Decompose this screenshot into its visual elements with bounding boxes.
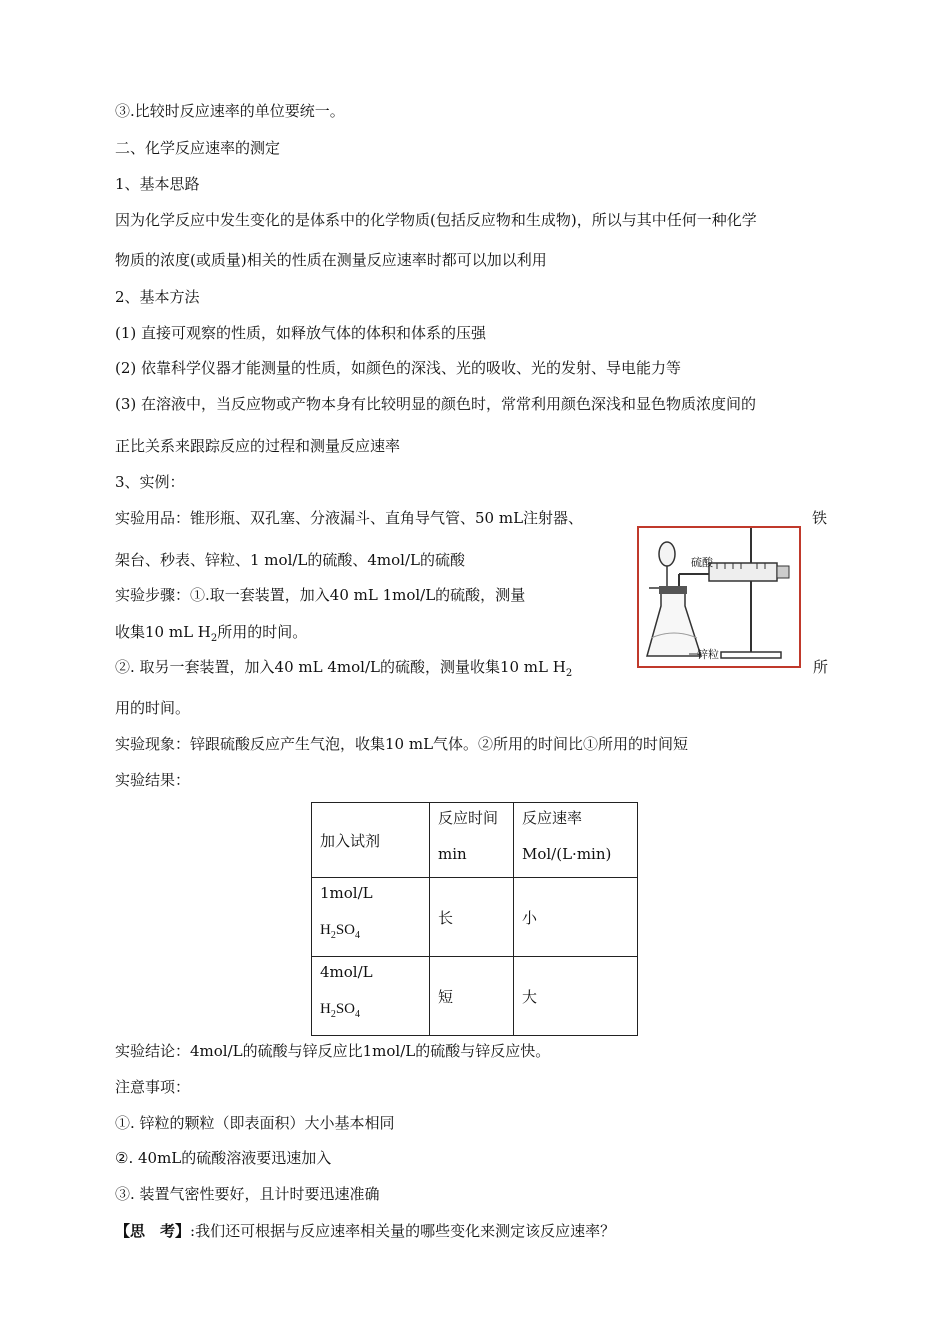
apparatus-figure	[637, 526, 801, 668]
text-line: 正比关系来跟踪反应的过程和测量反应速率	[115, 437, 401, 455]
table-cell: 1mol/L $H_2SO_4$	[312, 878, 430, 957]
text-line: 收集10 mL $H_2$所用的时间。	[115, 623, 308, 644]
subheading: 2、基本方法	[115, 288, 200, 306]
table-header-cell: 反应速率 Mol/(L·min)	[514, 803, 638, 878]
text-line: ②. 取另一套装置，加入40 mL 4mol/L的硫酸，测量收集10 mL $H_2$	[115, 658, 573, 679]
subheading: 1、基本思路	[115, 175, 200, 193]
text-line: 架台、秒表、锌粒、1 mol/L的硫酸、4mol/L的硫酸	[115, 551, 465, 569]
subheading: 3、实例：	[115, 473, 185, 491]
table-row	[312, 957, 638, 1036]
text-line: 铁	[812, 509, 828, 527]
table-cell: 4mol/L $H_2SO_4$	[312, 957, 430, 1036]
text-line: 实验结论：4mol/L的硫酸与锌反应比1mol/L的硫酸与锌反应快。	[115, 1042, 551, 1060]
table-cell: 大	[514, 957, 638, 1036]
list-item: ①. 锌粒的颗粒（即表面积）大小基本相同	[115, 1114, 395, 1132]
text-line: 物质的浓度(或质量)相关的性质在测量反应速率时都可以加以利用	[115, 251, 547, 269]
acid-label: 硫酸	[691, 556, 713, 569]
list-item: (1) 直接可观察的性质，如释放气体的体积和体系的压强	[115, 324, 487, 342]
table-row	[312, 878, 638, 957]
text-line: 因为化学反应中发生变化的是体系中的化学物质(包括反应物和生成物)，所以与其中任何一种化学	[115, 211, 757, 229]
list-item: (2) 依靠科学仪器才能测量的性质，如颜色的深浅、光的吸收、光的发射、导电能力等	[115, 359, 682, 377]
list-item: (3) 在溶液中，当反应物或产物本身有比较明显的颜色时，常常利用颜色深浅和显色物质浓度间的	[115, 395, 757, 413]
table-header-cell: 反应时间 min	[430, 803, 514, 878]
text-line: 实验结果：	[115, 771, 191, 789]
list-item: ③. 装置气密性要好，且计时要迅速准确	[115, 1185, 380, 1203]
results-table	[311, 802, 638, 1036]
text-line: 实验用品：锥形瓶、双孔塞、分液漏斗、直角导气管、50 mL注射器、	[115, 509, 584, 527]
think-question: 【思 考】:我们还可根据与反应速率相关量的哪些变化来测定该反应速率？	[115, 1222, 616, 1240]
subheading: 注意事项：	[115, 1078, 191, 1096]
list-item: ②. 40mL的硫酸溶液要迅速加入	[115, 1149, 332, 1167]
table-cell: 短	[430, 957, 514, 1036]
section-heading: 二、化学反应速率的测定	[115, 139, 281, 157]
apparatus-diagram	[639, 528, 799, 666]
zinc-label: 锌粒	[697, 648, 719, 661]
text-line: 实验现象：锌跟硫酸反应产生气泡，收集10 mL气体。②所用的时间比①所用的时间短	[115, 735, 689, 753]
text-line: 所	[813, 658, 829, 676]
text-line: 用的时间。	[115, 699, 191, 717]
table-header-cell: 加入试剂	[312, 803, 430, 878]
table-cell: 小	[514, 878, 638, 957]
table-row	[312, 803, 638, 878]
text-line: 实验步骤：①.取一套装置，加入40 mL 1mol/L的硫酸，测量	[115, 586, 526, 604]
table-cell: 长	[430, 878, 514, 957]
text-line: ③.比较时反应速率的单位要统一。	[115, 102, 345, 120]
